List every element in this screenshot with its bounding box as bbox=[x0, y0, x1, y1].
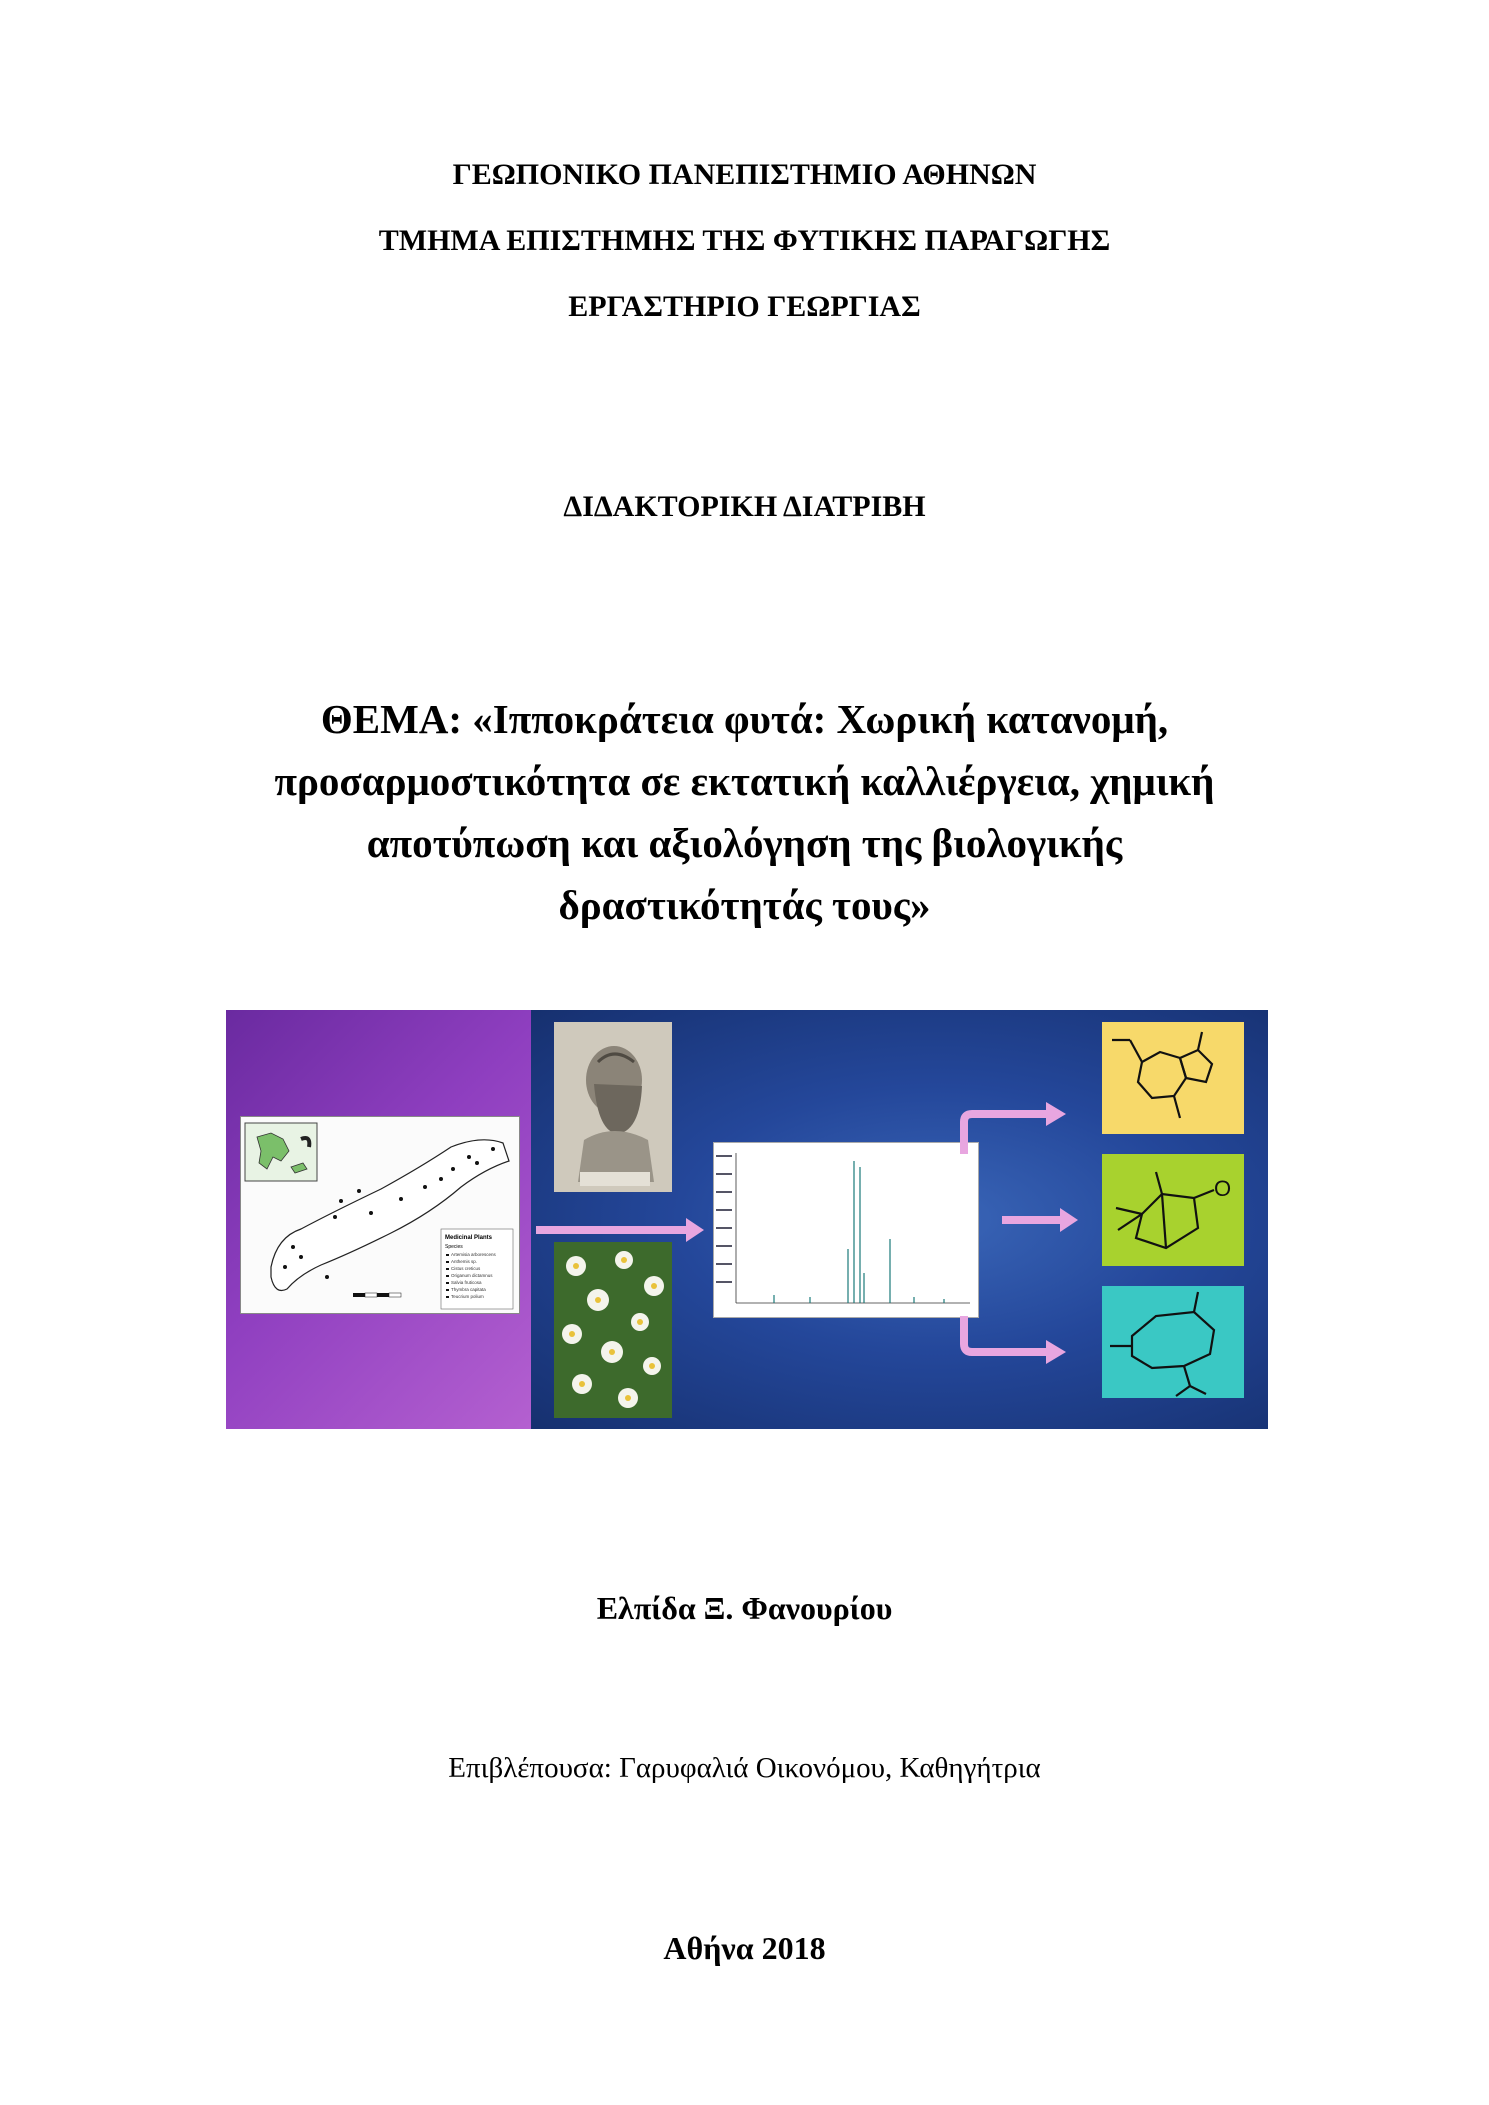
thesis-topic bbox=[0, 688, 1489, 936]
map-legend-item: Salvia fruticosa bbox=[451, 1280, 482, 1285]
azulene-molecule-image bbox=[1102, 1022, 1244, 1134]
arrow-right-icon bbox=[1002, 1205, 1082, 1235]
document-type: ΔΙΔΑΚΤΟΡΙΚΗ ΔΙΑΤΡΙΒΗ bbox=[563, 490, 926, 523]
map-legend-item: Cistus creticus bbox=[451, 1266, 481, 1271]
arrow-down-right-icon bbox=[960, 1312, 1070, 1372]
distribution-map bbox=[240, 1116, 520, 1314]
laboratory-name: ΕΡΓΑΣΤΗΡΙΟ ΓΕΩΡΓΙΑΣ bbox=[568, 290, 921, 323]
camphor-molecule-image bbox=[1102, 1154, 1244, 1266]
map-legend-subtitle: Species bbox=[445, 1244, 463, 1250]
arrow-up-right-icon bbox=[960, 1098, 1070, 1158]
germacrene-molecule-image bbox=[1102, 1286, 1244, 1398]
university-name: ΓΕΩΠΟΝΙΚΟ ΠΑΝΕΠΙΣΤΗΜΙΟ ΑΘΗΝΩΝ bbox=[452, 158, 1037, 191]
map-legend-item: Thymbra capitata bbox=[451, 1287, 486, 1292]
oxygen-label: O bbox=[1214, 1176, 1232, 1201]
place-year: Αθήνα 2018 bbox=[663, 1930, 826, 1966]
map-legend-title: Medicinal Plants bbox=[445, 1235, 493, 1241]
topic-line: ΘΕΜΑ: «Ιπποκράτεια φυτά: Χωρική κατανομή, bbox=[320, 696, 1169, 742]
map-legend-item: Anthemis sp. bbox=[451, 1259, 478, 1264]
map-legend-item: Artemisia arborescens bbox=[451, 1252, 496, 1257]
cover-figure bbox=[226, 1010, 1268, 1429]
chromatogram-image bbox=[713, 1142, 979, 1318]
topic-line: αποτύπωση και αξιολόγηση της βιολογικής bbox=[366, 820, 1123, 866]
author-name: Ελπίδα Ξ. Φανουρίου bbox=[596, 1590, 893, 1626]
map-legend-item: Origanum dictamnus bbox=[451, 1273, 493, 1278]
arrow-to-spectrum-icon bbox=[536, 1215, 706, 1245]
department-name: ΤΜΗΜΑ ΕΠΙΣΤΗΜΗΣ ΤΗΣ ΦΥΤΙΚΗΣ ΠΑΡΑΓΩΓΗΣ bbox=[378, 224, 1111, 257]
topic-line: προσαρμοστικότητα σε εκτατική καλλιέργεια, χημική bbox=[274, 758, 1215, 804]
map-legend-item: Teucrium polium bbox=[451, 1294, 484, 1299]
supervisor: Επιβλέπουσα: Γαρυφαλιά Οικονόμου, Καθηγήτρια bbox=[448, 1752, 1041, 1784]
cistus-flowers-image bbox=[554, 1242, 672, 1418]
hippocrates-bust-image bbox=[554, 1022, 672, 1192]
topic-line: δραστικότητάς τους» bbox=[558, 882, 931, 928]
